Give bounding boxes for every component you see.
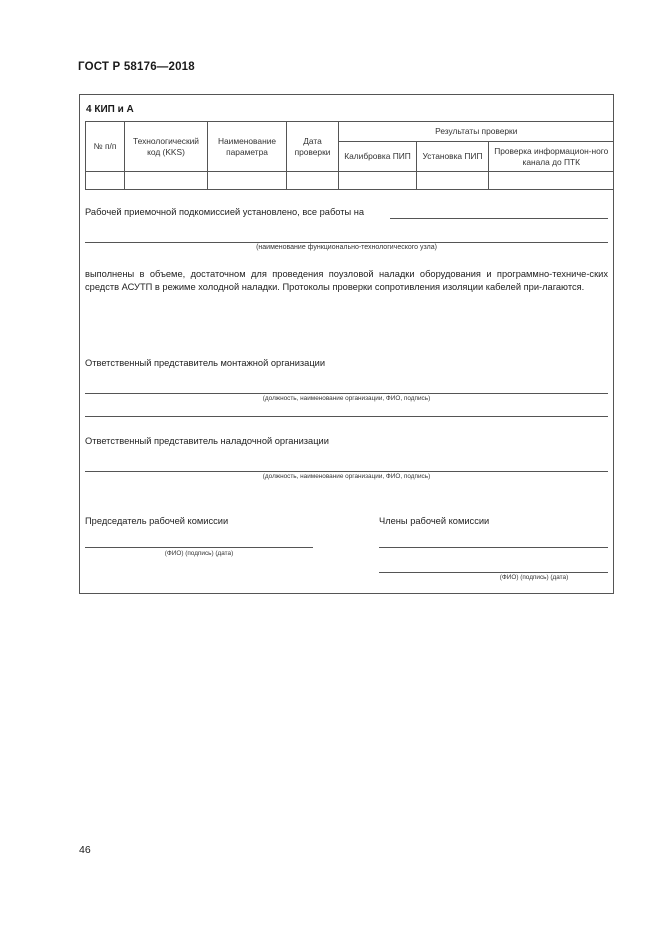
header-results: Результаты проверки <box>339 122 614 142</box>
mount-rep-line-2[interactable] <box>85 416 608 417</box>
header-kks: Технологический код (KKS) <box>125 122 208 172</box>
setup-rep-label: Ответственный представитель наладочной организации <box>85 436 329 446</box>
chairman-signature-line[interactable] <box>85 547 313 548</box>
header-ptk-check: Проверка информацион-ного канала до ПТК <box>489 142 614 172</box>
works-paragraph: выполнены в объеме, достаточном для проведения поузловой наладки оборудования и программно-техниче-ских средств АСУТП в режиме холодной наладки. Протоколы проверки сопротивления изоляции кабелей при-лагаются. <box>85 269 608 292</box>
setup-rep-line[interactable] <box>85 471 608 472</box>
members-hint: (ФИО) (подпись) (дата) <box>499 574 569 581</box>
members-signature-line-1[interactable] <box>379 547 608 548</box>
table-cell <box>339 172 417 190</box>
table-cell <box>287 172 339 190</box>
section-title: 4 КИП и А <box>86 104 134 115</box>
table-cell <box>125 172 208 190</box>
node-name-line-2[interactable] <box>85 242 608 243</box>
header-date: Дата проверки <box>287 122 339 172</box>
mount-rep-line[interactable] <box>85 393 608 394</box>
members-signature-line-2[interactable] <box>379 572 608 573</box>
chairman-hint: (ФИО) (подпись) (дата) <box>164 550 234 557</box>
table-cell <box>489 172 614 190</box>
node-name-hint: (наименование функционально-технологического узла) <box>256 244 437 251</box>
setup-rep-hint: (должность, наименование организации, ФИО, подпись) <box>262 473 431 480</box>
table-row <box>86 172 614 190</box>
node-name-line-1[interactable] <box>390 218 608 219</box>
mount-rep-hint: (должность, наименование организации, ФИО, подпись) <box>262 395 431 402</box>
table-cell <box>208 172 287 190</box>
table-cell <box>86 172 125 190</box>
kip-table <box>85 121 614 190</box>
header-installation: Установка ПИП <box>417 142 489 172</box>
members-label: Члены рабочей комиссии <box>379 516 490 526</box>
mount-rep-label: Ответственный представитель монтажной организации <box>85 358 326 368</box>
document-code: ГОСТ Р 58176—2018 <box>78 61 195 73</box>
page-number: 46 <box>79 844 91 856</box>
table-cell <box>417 172 489 190</box>
established-text: Рабочей приемочной подкомиссией установлено, все работы на <box>85 207 365 217</box>
header-param: Наименование параметра <box>208 122 287 172</box>
header-num: № п/п <box>86 122 125 172</box>
header-calibration: Калибровка ПИП <box>339 142 417 172</box>
chairman-label: Председатель рабочей комиссии <box>85 516 229 526</box>
